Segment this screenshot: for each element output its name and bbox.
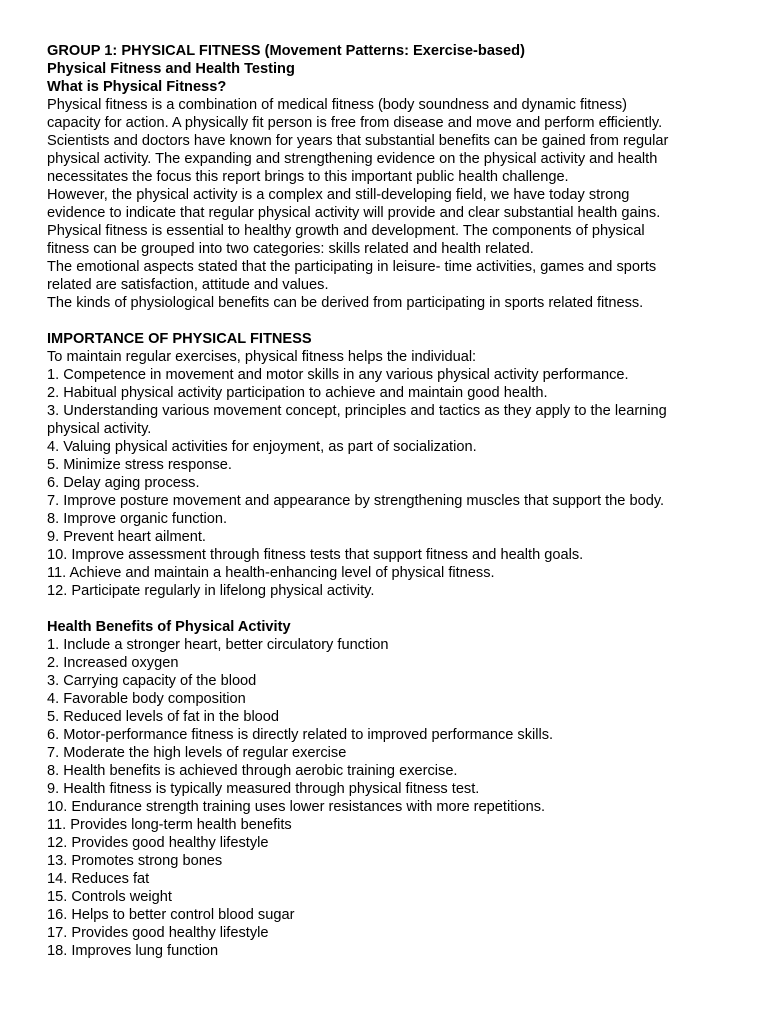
text-line: necessitates the focus this report brings to this important public health challenge. (47, 169, 569, 185)
text-line: capacity for action. A physically fit person is free from disease and move and perform efficiently. (47, 115, 663, 131)
intro-paragraph-2 (47, 186, 728, 258)
list-item: 7. Improve posture movement and appearance by strengthening muscles that support the body. (47, 493, 665, 509)
list-item: 3. Carrying capacity of the blood (47, 673, 257, 689)
intro-paragraph-3 (47, 258, 728, 294)
list-item: 13. Promotes strong bones (47, 853, 223, 869)
list-item: 5. Minimize stress response. (47, 457, 232, 473)
section-spacer (47, 600, 728, 618)
text-line: Scientists and doctors have known for years that substantial benefits can be gained from regular (47, 133, 669, 149)
list-item: 10. Endurance strength training uses lower resistances with more repetitions. (47, 799, 546, 815)
list-item: 6. Motor-performance fitness is directly related to improved performance skills. (47, 727, 554, 743)
list-item: 11. Provides long-term health benefits (47, 817, 292, 833)
list-item: 12. Participate regularly in lifelong physical activity. (47, 583, 375, 599)
intro-paragraph-4 (47, 294, 728, 312)
list-item: 2. Increased oxygen (47, 655, 179, 671)
list-item: 4. Favorable body composition (47, 691, 246, 707)
list-item: 3. Understanding various movement concept, principles and tactics as they apply to the learning (47, 403, 667, 419)
list-item: 1. Include a stronger heart, better circulatory function (47, 637, 389, 653)
text-line: Physical fitness is essential to healthy growth and development. The components of physical (47, 223, 645, 239)
list-item: 15. Controls weight (47, 889, 172, 905)
intro-paragraph-1 (47, 96, 728, 186)
text-line: The kinds of physiological benefits can be derived from participating in sports related fitness. (47, 295, 644, 311)
text-line: Physical fitness is a combination of medical fitness (body soundness and dynamic fitness) (47, 97, 627, 113)
text-line: The emotional aspects stated that the participating in leisure- time activities, games and sports (47, 259, 657, 275)
section-question: What is Physical Fitness? (47, 79, 227, 95)
list-item: 2. Habitual physical activity participation to achieve and maintain good health. (47, 385, 548, 401)
text-line: fitness can be grouped into two categories: skills related and health related. (47, 241, 534, 257)
list-item: 8. Improve organic function. (47, 511, 228, 527)
list-item: 18. Improves lung function (47, 943, 219, 959)
text-line: However, the physical activity is a complex and still-developing field, we have today strong (47, 187, 630, 203)
group-title: GROUP 1: PHYSICAL FITNESS (Movement Patterns: Exercise-based) (47, 43, 525, 59)
text-line: evidence to indicate that regular physical activity will provide and clear substantial health gains. (47, 205, 661, 221)
text-line: physical activity. The expanding and strengthening evidence on the physical activity and health (47, 151, 658, 167)
benefits-heading: Health Benefits of Physical Activity (47, 619, 291, 635)
benefits-list (47, 636, 728, 960)
section-spacer (47, 312, 728, 330)
list-item: 5. Reduced levels of fat in the blood (47, 709, 280, 725)
list-item: 6. Delay aging process. (47, 475, 200, 491)
list-item: 10. Improve assessment through fitness tests that support fitness and health goals. (47, 547, 584, 563)
list-item: 1. Competence in movement and motor skills in any various physical activity performance. (47, 367, 629, 383)
list-item: 12. Provides good healthy lifestyle (47, 835, 269, 851)
list-item: 17. Provides good healthy lifestyle (47, 925, 269, 941)
list-item: physical activity. (47, 421, 152, 437)
list-item: 9. Prevent heart ailment. (47, 529, 206, 545)
list-item: 11. Achieve and maintain a health-enhancing level of physical fitness. (47, 565, 495, 581)
importance-list (47, 366, 728, 600)
list-item: 8. Health benefits is achieved through aerobic training exercise. (47, 763, 458, 779)
list-item: 7. Moderate the high levels of regular exercise (47, 745, 347, 761)
list-item: 14. Reduces fat (47, 871, 150, 887)
text-line: related are satisfaction, attitude and values. (47, 277, 329, 293)
importance-heading: IMPORTANCE OF PHYSICAL FITNESS (47, 331, 312, 347)
list-item: 9. Health fitness is typically measured through physical fitness test. (47, 781, 480, 797)
document-subtitle: Physical Fitness and Health Testing (47, 61, 295, 77)
list-item: 16. Helps to better control blood sugar (47, 907, 295, 923)
list-item: 4. Valuing physical activities for enjoyment, as part of socialization. (47, 439, 477, 455)
importance-lead: To maintain regular exercises, physical fitness helps the individual: (47, 349, 477, 365)
